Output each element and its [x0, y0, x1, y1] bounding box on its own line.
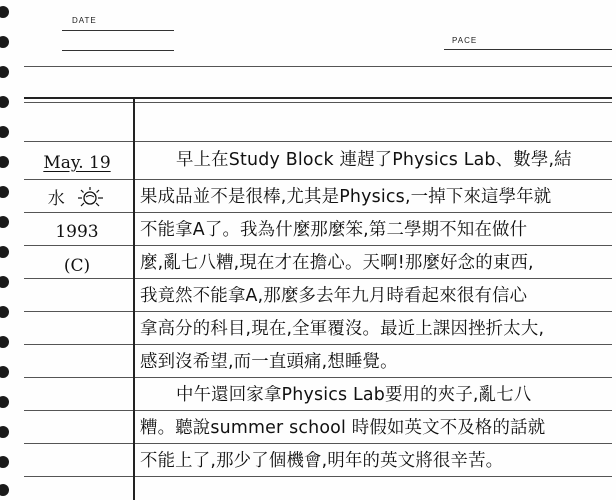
entry-year: 1993 [55, 222, 99, 242]
weekday: 水 [47, 189, 65, 209]
diary-line: 我竟然不能拿A,那麼多去年九月時看起來很有信心 [140, 286, 528, 306]
rule-line [24, 278, 612, 279]
margin-line [133, 98, 135, 500]
rule-line [24, 344, 612, 345]
diary-line: 麼,亂七八糟,現在才在擔心。天啊!那麼好念的東西, [140, 253, 534, 273]
diary-line: 早上在Study Block 連趕了Physics Lab、數學,結 [176, 150, 572, 170]
rule-line [24, 179, 612, 180]
rule-line [24, 245, 612, 246]
date-line [62, 30, 174, 31]
rule-line [24, 410, 612, 411]
binder-hole [0, 426, 9, 438]
binder-hole [0, 126, 9, 138]
date-label: DATE [72, 16, 97, 25]
binder-hole [0, 306, 9, 318]
pace-label: PACE [452, 36, 478, 45]
pace-line [444, 49, 612, 50]
header-rule [24, 97, 612, 99]
binder-hole [0, 96, 9, 108]
date-line-2 [62, 50, 174, 51]
diary-line: 不能上了,那少了個機會,明年的英文將很辛苦。 [140, 451, 504, 471]
binder-hole [0, 186, 9, 198]
binder-hole [0, 456, 9, 468]
rule-line [24, 66, 612, 67]
binder-hole [0, 246, 9, 258]
binder-hole [0, 36, 9, 48]
rule-line [24, 476, 612, 477]
diary-line: 糟。聽說summer school 時假如英文不及格的話就 [140, 418, 546, 438]
rule-line [24, 141, 612, 142]
binder-hole [0, 6, 9, 18]
rule-line [24, 377, 612, 378]
binder-hole [0, 156, 9, 168]
diary-line: 果成品並不是很棒,尤其是Physics,一掉下來這學年就 [140, 187, 552, 207]
diary-line: 拿高分的科目,現在,全軍覆沒。最近上課因挫折太大, [140, 319, 545, 339]
sun-icon [76, 186, 106, 213]
binder-hole [0, 336, 9, 348]
rule-line [24, 311, 612, 312]
binder-hole [0, 276, 9, 288]
binder-hole [0, 216, 9, 228]
diary-line: 不能拿A了。我為什麼那麼笨,第二學期不知在做什 [140, 220, 528, 240]
entry-code: (C) [63, 256, 91, 276]
diary-line: 感到沒希望,而一直頭痛,想睡覺。 [140, 352, 398, 372]
binder-hole [0, 484, 9, 496]
binder-hole [0, 366, 9, 378]
binder-hole [0, 396, 9, 408]
binder-hole [0, 66, 9, 78]
rule-line [24, 102, 612, 103]
weekday-row [26, 184, 128, 213]
entry-date: May. 19 [43, 153, 111, 173]
diary-line: 中午還回家拿Physics Lab要用的夾子,亂七八 [176, 385, 532, 405]
rule-line [24, 443, 612, 444]
